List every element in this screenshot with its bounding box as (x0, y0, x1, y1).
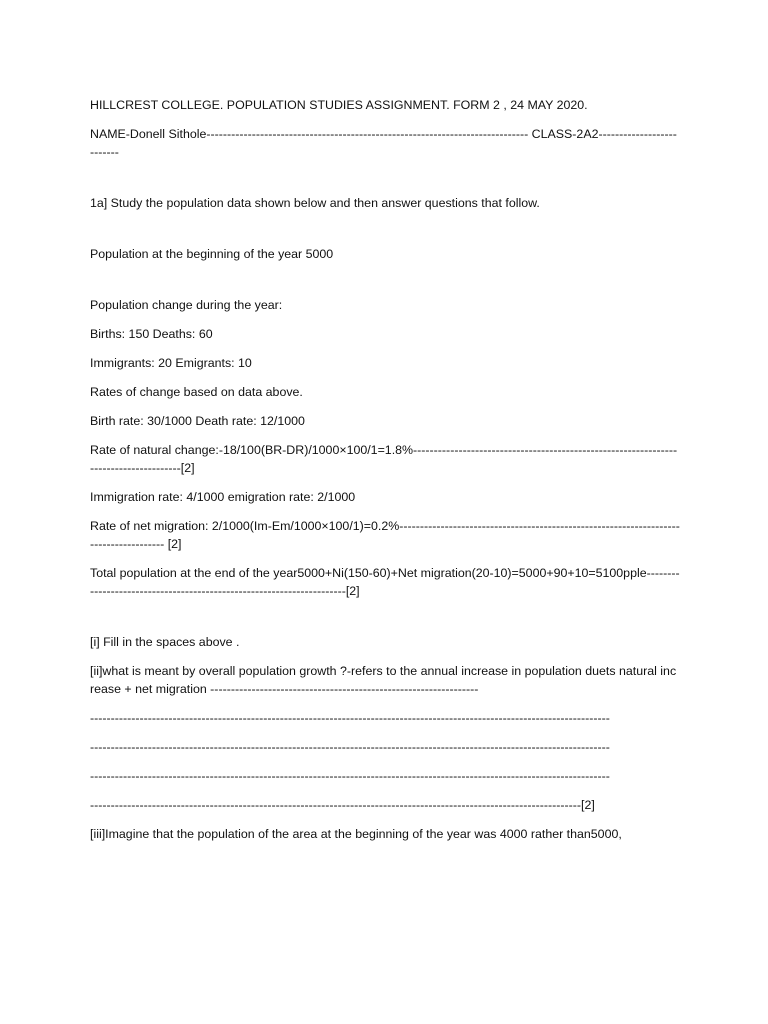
migration-rates-text: Immigration rate: 4/1000 emigration rate: 2/1000 (90, 490, 356, 504)
answer-line: ------------------------------------------------------------------------------------------------------------------------------ (90, 740, 610, 754)
total-population-answer: Total population at the end of the year5000+Ni(150-60)+Net migration(20-10)=5000+90+10=5100pple----------------------------------------------------------------------[2] (90, 566, 680, 598)
population-change-heading: Population change during the year: (90, 298, 283, 312)
natural-change-answer: Rate of natural change:-18/100(BR-DR)/1000×100/1=1.8%--------------------------------------------------------------------------------------[2] (90, 443, 678, 475)
births-deaths-text: Births: 150 Deaths: 60 (90, 327, 213, 341)
immigrants-emigrants-text: Immigrants: 20 Emigrants: 10 (90, 356, 252, 370)
document-page (90, 96, 680, 854)
answer-line: ------------------------------------------------------------------------------------------------------------------------------ (90, 711, 610, 725)
question-1a-intro: 1a] Study the population data shown below and then answer questions that follow. (90, 196, 540, 210)
birth-death-rate-text: Birth rate: 30/1000 Death rate: 12/1000 (90, 414, 305, 428)
document-title: HILLCREST COLLEGE. POPULATION STUDIES ASSIGNMENT. FORM 2 , 24 MAY 2020. (90, 98, 588, 112)
question-iii-text: [iii]Imagine that the population of the area at the beginning of the year was 4000 rather than5000, (90, 827, 622, 841)
rates-of-change-heading: Rates of change based on data above. (90, 385, 303, 399)
answer-line: ------------------------------------------------------------------------------------------------------------------------------ (90, 769, 610, 783)
population-start-text: Population at the beginning of the year 5000 (90, 247, 334, 261)
net-migration-answer: Rate of net migration: 2/1000(Im-Em/1000×100/1)=0.2%-------------------------------------------------------------------------------------- [2] (90, 519, 680, 551)
question-ii-answer: [ii]what is meant by overall population growth ?-refers to the annual increase in population duets natural increase + net migration ----------------------------------------------------------------- (90, 664, 677, 696)
student-name-class-line: NAME-Donell Sithole------------------------------------------------------------------------------ CLASS-2A2-------------------------- (90, 127, 677, 159)
answer-line-with-mark: -----------------------------------------------------------------------------------------------------------------------[2] (90, 798, 595, 812)
question-i-text: [i] Fill in the spaces above . (90, 635, 240, 649)
